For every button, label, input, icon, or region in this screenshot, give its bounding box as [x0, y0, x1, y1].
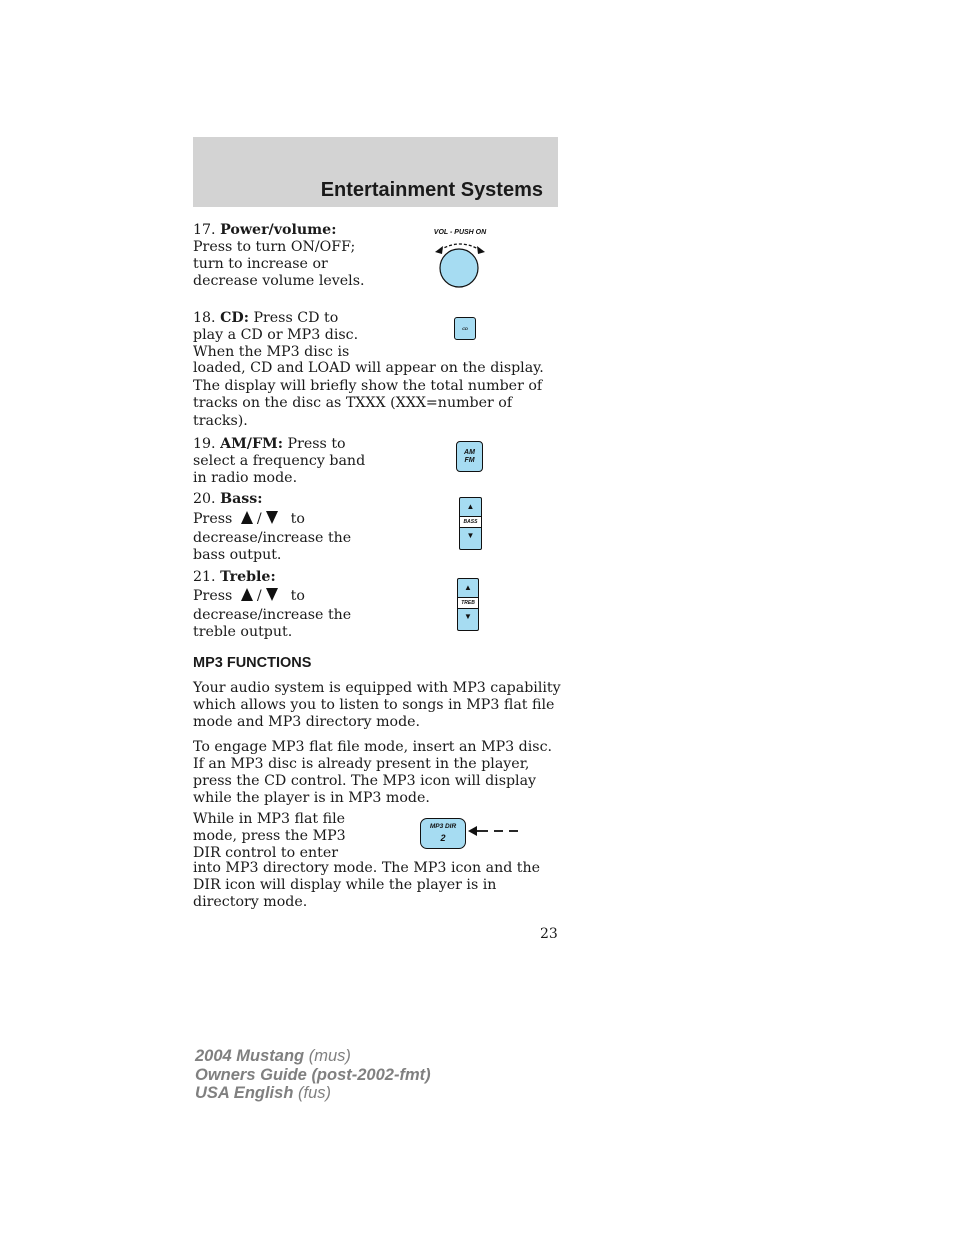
text-line: decrease volume levels.: [193, 273, 365, 289]
text-line: to: [290, 588, 305, 604]
cd-button-caption: CD: [462, 326, 468, 331]
mp3-dir-button-illustration: [420, 818, 466, 849]
item-label: CD:: [220, 310, 249, 326]
text-line: play a CD or MP3 disc.: [193, 327, 359, 343]
mp3-paragraph-1: Your audio system is equipped with MP3 capability which allows you to listen to songs in MP3 flat file mode and MP3 directory mode.: [193, 680, 561, 730]
item-number: 21.: [193, 569, 216, 585]
power-volume-knob-illustration: [426, 229, 494, 291]
footer-guide: Owners Guide (post-2002-fmt): [195, 1065, 431, 1084]
section-heading-mp3: MP3 FUNCTIONS: [193, 655, 312, 671]
knob-caption: VOL - PUSH ON: [433, 229, 487, 236]
mp3-dir-caption: MP3 DIR: [429, 823, 457, 830]
treble-caption: TREB: [458, 597, 478, 609]
item-label: Power/volume:: [220, 222, 337, 238]
mp3-dir-number: 2: [440, 832, 446, 843]
mp3-paragraph-2: To engage MP3 flat file mode, insert an MP3 disc. If an MP3 disc is already present in the player, press the CD control. The MP3 icon will display while the player is in MP3 mode.: [193, 739, 553, 806]
item-label: Treble:: [220, 569, 276, 585]
item-bass: [193, 491, 351, 564]
up-arrow-icon: [241, 588, 253, 601]
up-arrow-icon: [241, 511, 253, 524]
footer-model: 2004 Mustang: [195, 1047, 305, 1065]
up-arrow-icon: ▲: [464, 583, 472, 592]
text-line: DIR control to enter: [193, 845, 339, 861]
text-line: Press to: [287, 436, 346, 452]
text-line: Press to turn ON/OFF;: [193, 239, 356, 255]
page-title: Entertainment Systems: [320, 179, 543, 201]
text-line: select a frequency band: [193, 453, 366, 469]
text-line: mode, press the MP3: [193, 828, 346, 844]
footer-model-code: (mus): [304, 1047, 351, 1065]
page-number: 23: [540, 926, 558, 942]
down-arrow-icon: [266, 588, 278, 601]
down-arrow-icon: [266, 511, 278, 524]
am-fm-button-illustration: [456, 441, 483, 472]
text-line: When the MP3 disc is: [193, 344, 350, 360]
item-number: 17.: [193, 222, 216, 238]
item-label: AM/FM:: [220, 436, 284, 452]
item-number: 19.: [193, 436, 216, 452]
text-line: Press: [193, 511, 233, 527]
item-label: Bass:: [220, 491, 263, 507]
slash: /: [256, 588, 262, 604]
item-power-volume: [193, 222, 365, 290]
header-band: [193, 137, 558, 207]
text-line: bass output.: [193, 547, 282, 563]
bass-caption: BASS: [460, 516, 481, 528]
slash: /: [256, 511, 262, 527]
down-arrow-icon: ▼: [466, 531, 475, 540]
text-line: turn to increase or: [193, 256, 328, 272]
fm-caption: FM: [464, 456, 475, 464]
item-cd: [193, 310, 358, 361]
mp3-paragraph-3-start: [193, 811, 346, 862]
text-line: Press: [193, 588, 233, 604]
text-line: decrease/increase the: [193, 530, 352, 546]
footer-document-info: [195, 1047, 431, 1103]
text-line: in radio mode.: [193, 470, 298, 486]
text-line: Press CD to: [253, 310, 339, 326]
text-line: treble output.: [193, 624, 293, 640]
cd-description: loaded, CD and LOAD will appear on the display. The display will briefly show the total number of tracks on the disc as TXXX (XXX=number of tracks).: [193, 360, 544, 429]
am-caption: AM: [464, 449, 475, 456]
bass-control-illustration: [459, 497, 482, 550]
down-arrow-icon: ▼: [464, 612, 472, 621]
footer-language-code: (fus): [293, 1084, 331, 1102]
footer-language: USA English: [195, 1084, 294, 1102]
text-line: decrease/increase the: [193, 607, 352, 623]
item-number: 18.: [193, 310, 216, 326]
mp3-paragraph-3-continued: into MP3 directory mode. The MP3 icon and the DIR icon will display while the player is in directory mode.: [193, 860, 541, 910]
text-line: to: [290, 511, 305, 527]
knob-icon: [426, 236, 494, 291]
treble-control-illustration: [457, 578, 479, 631]
cd-button-illustration: [454, 317, 476, 340]
text-line: While in MP3 flat file: [193, 811, 346, 827]
item-am-fm: [193, 436, 365, 487]
item-treble: [193, 569, 351, 641]
up-arrow-icon: ▲: [466, 502, 475, 511]
pointer-arrow-icon: [468, 824, 520, 838]
item-number: 20.: [193, 491, 216, 507]
